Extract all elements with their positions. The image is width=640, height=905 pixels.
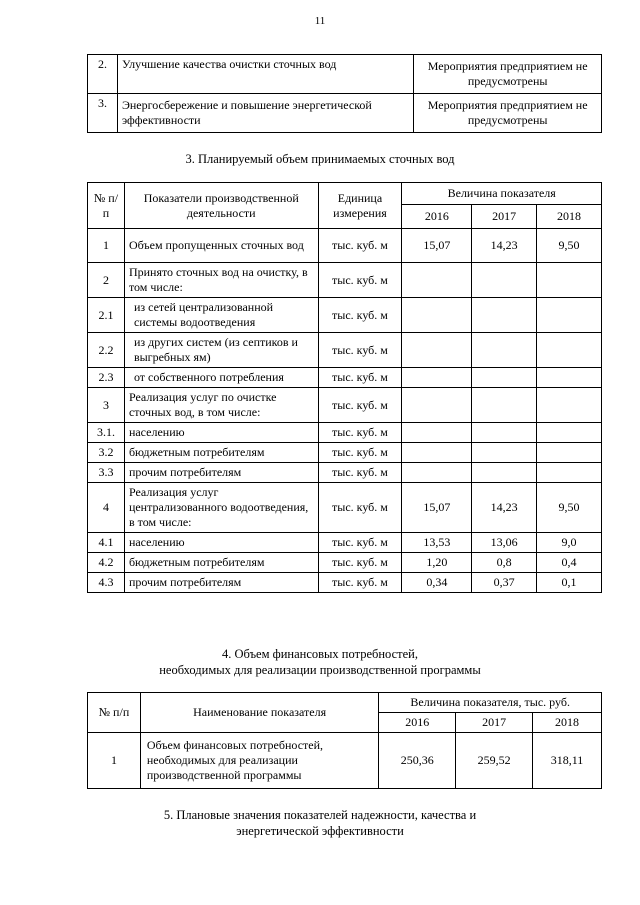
section-5-title-line2: энергетической эффективности (236, 824, 404, 838)
row-number: 1 (88, 733, 141, 789)
table-row (88, 55, 602, 94)
value-2018 (537, 298, 602, 333)
indicator-name: Реализация услуг по очистке сточных вод, в том числе: (124, 388, 318, 423)
value-2016 (402, 333, 472, 368)
header-year: 2017 (472, 205, 537, 229)
value-2017: 0,37 (472, 573, 537, 593)
header-year: 2016 (402, 205, 472, 229)
unit: тыс. куб. м (318, 298, 402, 333)
value-2016 (402, 443, 472, 463)
header-num: № п/п (88, 183, 125, 229)
row-number: 3.3 (88, 463, 125, 483)
value-2017: 14,23 (472, 229, 537, 263)
row-number: 2.1 (88, 298, 125, 333)
indicator-name: Принято сточных вод на очистку, в том числе: (124, 263, 318, 298)
header-num: № п/п (88, 693, 141, 733)
table-row (88, 553, 602, 573)
indicator-name: из других систем (из септиков и выгребных ям) (124, 333, 318, 368)
value-2016 (402, 368, 472, 388)
row-number: 3. (88, 94, 118, 133)
unit: тыс. куб. м (318, 423, 402, 443)
unit: тыс. куб. м (318, 333, 402, 368)
table-row (88, 388, 602, 423)
value-2017: 259,52 (456, 733, 533, 789)
value-2018 (537, 388, 602, 423)
value-2016 (402, 423, 472, 443)
measure-name: Энергосбережение и повышение энергетической эффективности (117, 94, 413, 133)
value-2017: 14,23 (472, 483, 537, 533)
indicator-name: от собственного потребления (124, 368, 318, 388)
header-unit: Единица измерения (318, 183, 402, 229)
table-row (88, 733, 602, 789)
value-2018: 0,1 (537, 573, 602, 593)
financial-needs-table (87, 692, 602, 789)
value-2018: 318,11 (533, 733, 602, 789)
indicator-name: прочим потребителям (124, 573, 318, 593)
table-row (88, 229, 602, 263)
value-2018 (537, 423, 602, 443)
indicator-name: прочим потребителям (124, 463, 318, 483)
value-2016: 250,36 (379, 733, 456, 789)
header-value: Величина показателя, тыс. руб. (379, 693, 602, 713)
value-2017 (472, 423, 537, 443)
unit: тыс. куб. м (318, 553, 402, 573)
measure-status: Мероприятия предприятием не предусмотрены (414, 94, 602, 133)
indicator-name: Объем финансовых потребностей, необходимых для реализации производственной программы (140, 733, 378, 789)
value-2017 (472, 298, 537, 333)
row-number: 3.1. (88, 423, 125, 443)
value-2018 (537, 368, 602, 388)
indicator-name: Реализация услуг централизованного водоотведения, в том числе: (124, 483, 318, 533)
row-number: 1 (88, 229, 125, 263)
measures-table (87, 54, 602, 133)
value-2017 (472, 333, 537, 368)
value-2017 (472, 443, 537, 463)
row-number: 3.2 (88, 443, 125, 463)
table-row (88, 423, 602, 443)
unit: тыс. куб. м (318, 463, 402, 483)
indicator-name: бюджетным потребителям (124, 443, 318, 463)
value-2016 (402, 263, 472, 298)
row-number: 3 (88, 388, 125, 423)
value-2018: 9,0 (537, 533, 602, 553)
header-year: 2018 (533, 713, 602, 733)
value-2018 (537, 333, 602, 368)
value-2017 (472, 463, 537, 483)
table-row (88, 263, 602, 298)
section-5-title-line1: 5. Плановые значения показателей надежности, качества и (163, 808, 477, 822)
page-number: 11 (314, 15, 326, 27)
value-2018 (537, 263, 602, 298)
value-2018: 9,50 (537, 229, 602, 263)
value-2016: 0,34 (402, 573, 472, 593)
value-2016 (402, 298, 472, 333)
value-2016: 15,07 (402, 483, 472, 533)
table-row (88, 463, 602, 483)
value-2017 (472, 368, 537, 388)
row-number: 4 (88, 483, 125, 533)
value-2017: 13,06 (472, 533, 537, 553)
table-row (88, 443, 602, 463)
unit: тыс. куб. м (318, 483, 402, 533)
value-2018: 0,4 (537, 553, 602, 573)
indicator-name: из сетей централизованной системы водоотведения (124, 298, 318, 333)
value-2016: 15,07 (402, 229, 472, 263)
table-row (88, 573, 602, 593)
unit: тыс. куб. м (318, 443, 402, 463)
table-row (88, 298, 602, 333)
row-number: 2. (88, 55, 118, 94)
header-year: 2017 (456, 713, 533, 733)
row-number: 2 (88, 263, 125, 298)
sewage-volume-table (87, 182, 602, 593)
measure-name: Улучшение качества очистки сточных вод (117, 55, 413, 94)
section-4-title-line2: необходимых для реализации производственной программы (159, 663, 481, 677)
value-2018 (537, 463, 602, 483)
table-row (88, 483, 602, 533)
indicator-name: населению (124, 533, 318, 553)
unit: тыс. куб. м (318, 573, 402, 593)
unit: тыс. куб. м (318, 229, 402, 263)
row-number: 4.3 (88, 573, 125, 593)
header-year: 2018 (537, 205, 602, 229)
header-value: Величина показателя (402, 183, 602, 205)
table-row (88, 533, 602, 553)
indicator-name: населению (124, 423, 318, 443)
table-row (88, 94, 602, 133)
value-2017 (472, 388, 537, 423)
indicator-name: бюджетным потребителям (124, 553, 318, 573)
unit: тыс. куб. м (318, 388, 402, 423)
indicator-name: Объем пропущенных сточных вод (124, 229, 318, 263)
row-number: 4.1 (88, 533, 125, 553)
value-2016: 13,53 (402, 533, 472, 553)
table-row (88, 333, 602, 368)
unit: тыс. куб. м (318, 368, 402, 388)
value-2018: 9,50 (537, 483, 602, 533)
unit: тыс. куб. м (318, 263, 402, 298)
value-2016: 1,20 (402, 553, 472, 573)
value-2016 (402, 388, 472, 423)
value-2017: 0,8 (472, 553, 537, 573)
row-number: 2.3 (88, 368, 125, 388)
measure-status: Мероприятия предприятием не предусмотрены (414, 55, 602, 94)
value-2016 (402, 463, 472, 483)
header-indicator: Показатели производственной деятельности (124, 183, 318, 229)
header-year: 2016 (379, 713, 456, 733)
header-name: Наименование показателя (140, 693, 378, 733)
value-2017 (472, 263, 537, 298)
row-number: 4.2 (88, 553, 125, 573)
table-row (88, 368, 602, 388)
row-number: 2.2 (88, 333, 125, 368)
section-4-title-line1: 4. Объем финансовых потребностей, (222, 647, 418, 661)
section-3-title: 3. Планируемый объем принимаемых сточных вод (185, 152, 455, 166)
unit: тыс. куб. м (318, 533, 402, 553)
value-2018 (537, 443, 602, 463)
